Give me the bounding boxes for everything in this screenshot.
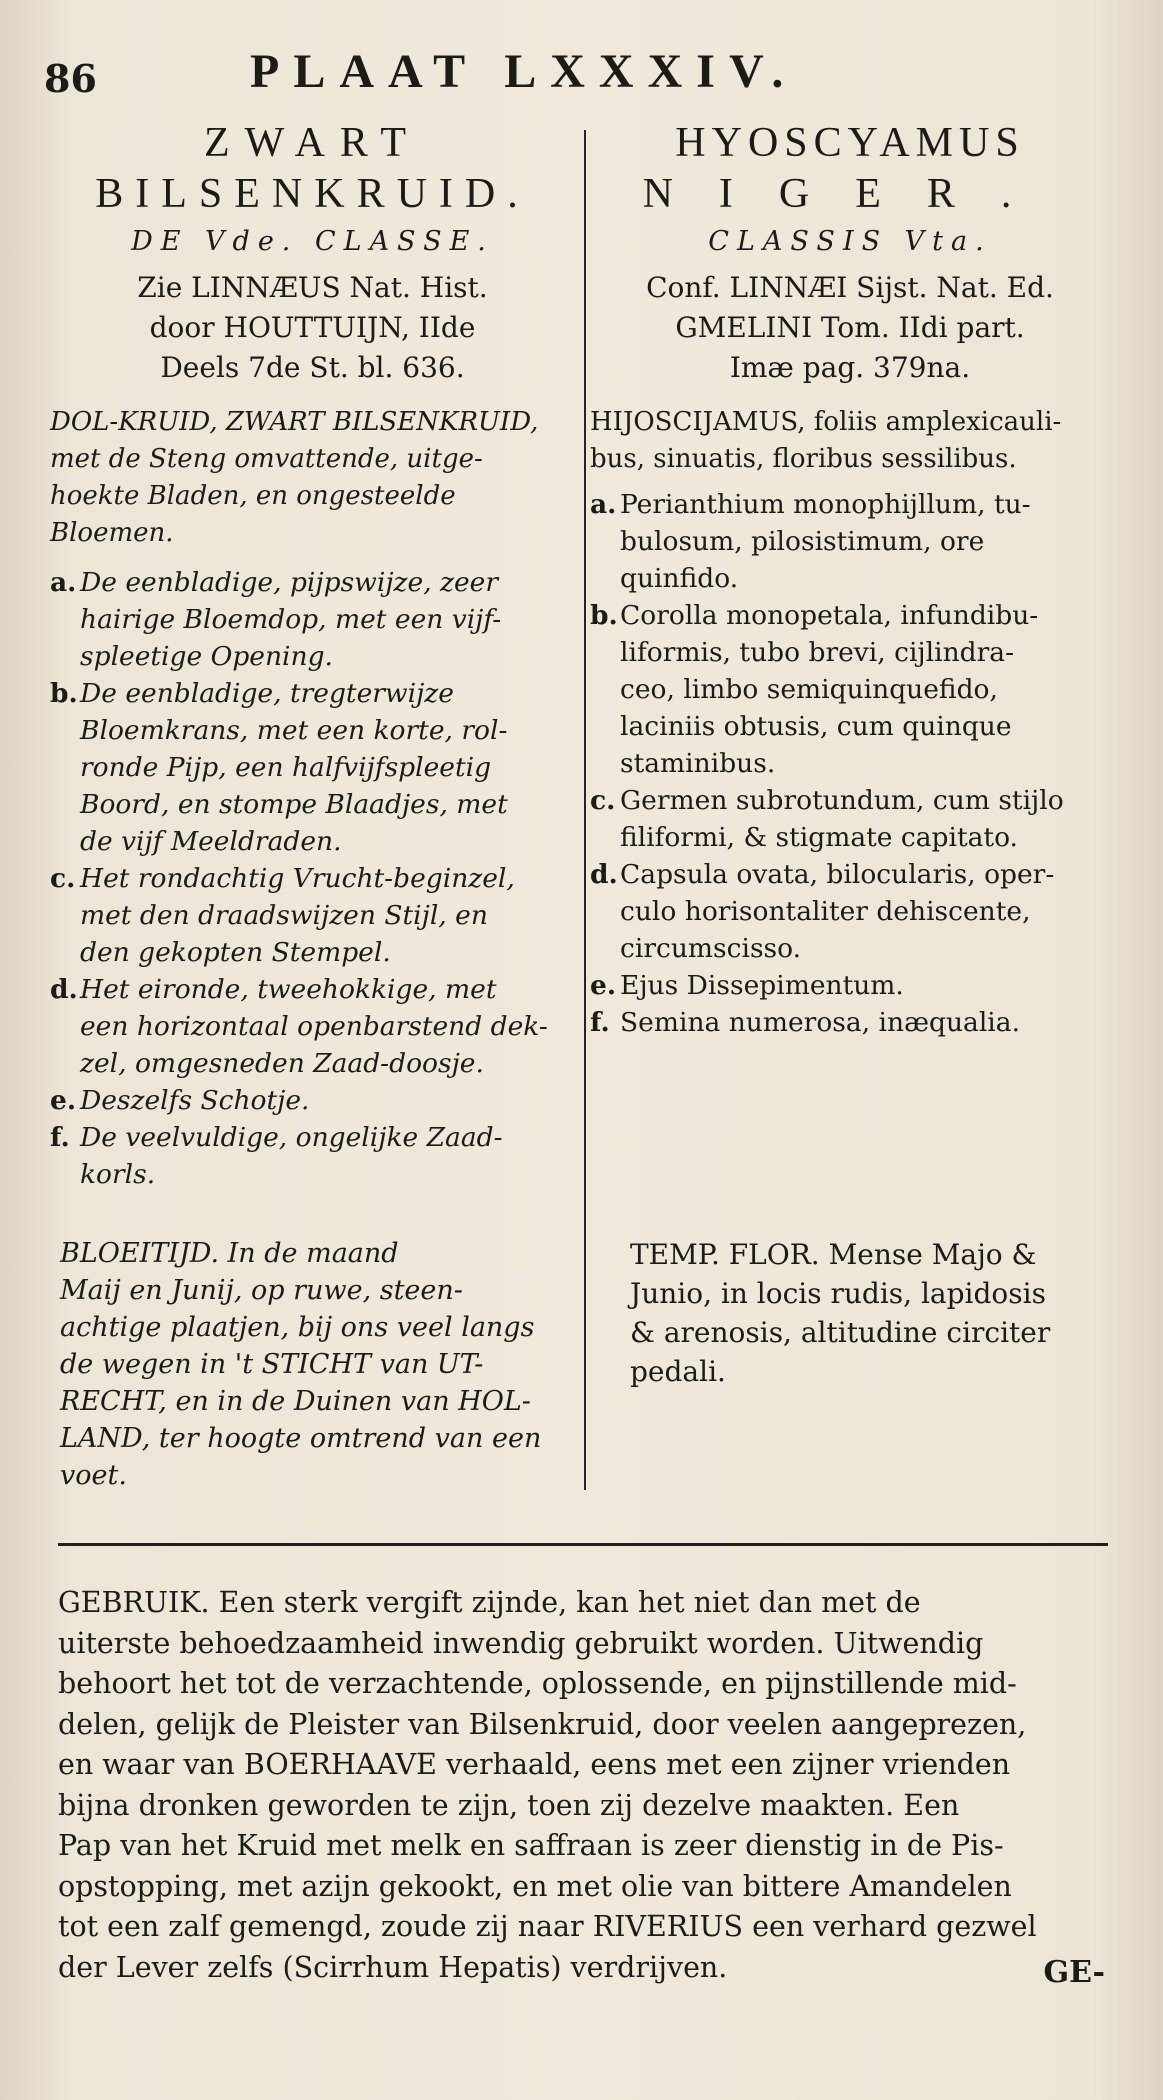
list-item xyxy=(590,967,1110,1004)
item-text: Deszelfs Schotje. xyxy=(80,1085,310,1116)
page-number: 86 xyxy=(44,56,97,101)
item-letter: d. xyxy=(50,974,78,1005)
dutch-description: DOL-KRUID, ZWART BILSENKRUID, met de Steng omvattende, uitge- hoekte Bladen, en ongesteelde Bloemen. xyxy=(50,407,539,548)
item-letter: b. xyxy=(50,678,78,709)
latin-class: CLASSIS Vta. xyxy=(708,226,992,257)
list-item xyxy=(590,1004,1110,1041)
item-text: Het eironde, tweehokkige, met een horizontaal openbarstend dek- zel, omgesneden Zaad-doosje. xyxy=(80,974,548,1079)
item-text: De eenbladige, pijpswijze, zeer hairige Bloemdop, met een vijf- spleetige Opening. xyxy=(80,567,502,672)
item-letter: a. xyxy=(50,567,77,598)
column-divider xyxy=(584,130,586,1490)
dutch-title-line1: ZWART xyxy=(203,120,422,166)
list-item xyxy=(50,564,575,675)
dutch-reference: Zie LINNÆUS Nat. Hist. door HOUTTUIJN, IIde Deels 7de St. bl. 636. xyxy=(137,271,488,384)
list-item xyxy=(50,1082,575,1119)
latin-item-list xyxy=(590,486,1110,1041)
catchword: GE- xyxy=(1043,1955,1105,1990)
list-item xyxy=(50,971,575,1082)
item-letter: c. xyxy=(590,785,616,816)
item-letter: d. xyxy=(590,859,618,890)
item-text: De veelvuldige, ongelijke Zaad- korls. xyxy=(80,1122,503,1190)
item-text: Perianthium monophijllum, tu- bulosum, pilosistimum, ore quinfido. xyxy=(620,489,1031,594)
list-item xyxy=(590,486,1110,597)
list-item xyxy=(590,856,1110,967)
item-text: Het rondachtig Vrucht-beginzel, met den draadswijzen Stijl, en den gekopten Stempel. xyxy=(80,863,515,968)
dutch-column xyxy=(50,118,575,1193)
item-letter: e. xyxy=(50,1085,77,1116)
list-item xyxy=(50,675,575,860)
item-letter: c. xyxy=(50,863,76,894)
horizontal-rule xyxy=(58,1543,1108,1546)
item-text: Capsula ovata, bilocularis, oper- culo horisontaliter dehiscente, circumscisso. xyxy=(620,859,1055,964)
flowering-time-latin: TEMP. FLOR. Mense Majo & Junio, in locis rudis, lapidosis & arenosis, altitudine circiter pedali. xyxy=(630,1238,1051,1388)
flowering-time-dutch: BLOEITIJD. In de maand Maij en Junij, op ruwe, steen- achtige plaatjen, bij ons veel langs de wegen in 't STICHT van UT- RECHT, en in de Duinen van HOL- LAND, ter hoogte omtrend van een voet. xyxy=(60,1238,542,1491)
latin-title-line1: HYOSCYAMUS xyxy=(675,120,1025,166)
item-text: Corolla monopetala, infundibu- liformis, tubo brevi, cijlindra- ceo, limbo semiquinquefido, laciniis obtusis, cum quinque staminibus. xyxy=(620,600,1039,779)
list-item xyxy=(50,1119,575,1193)
latin-column xyxy=(590,118,1110,1041)
item-text: De eenbladige, tregterwijze Bloemkrans, met een korte, rol- ronde Pijp, een halfvijfspleetig Boord, en stompe Blaadjes, met de vijf Meeldraden. xyxy=(80,678,508,857)
usage-paragraph: GEBRUIK. Een sterk vergift zijnde, kan het niet dan met de uiterste behoedzaamheid inwendig gebruikt worden. Uitwendig behoort het tot de verzachtende, oplossende, en pijnstillende mid- delen, gelijk de Pleister van Bilsenkruid, door veelen aangeprezen, en waar van BOERHAAVE verhaald, eens met een zijner vrienden bijna dronken geworden te zijn, toen zij dezelve maakten. Een Pap van het Kruid met melk en saffraan is zeer dienstig in de Pis- opstopping, met azijn gekookt, en met olie van bittere Amandelen tot een zalf gemengd, zoude zij naar RIVERIUS een verhard gezwel der Lever zelfs (Scirrhum Hepatis) verdrijven. xyxy=(58,1586,1037,1984)
list-item xyxy=(50,860,575,971)
latin-title-line2: NIGER. xyxy=(642,171,1058,217)
item-letter: e. xyxy=(590,970,617,1001)
item-letter: f. xyxy=(590,1007,610,1038)
list-item xyxy=(590,782,1110,856)
item-text: Ejus Dissepimentum. xyxy=(620,970,904,1001)
item-letter: b. xyxy=(590,600,618,631)
item-text: Semina numerosa, inæqualia. xyxy=(620,1007,1020,1038)
item-letter: f. xyxy=(50,1122,70,1153)
dutch-item-list xyxy=(50,564,575,1193)
dutch-class: DE Vde. CLASSE. xyxy=(131,226,494,257)
latin-reference: Conf. LINNÆI Sijst. Nat. Ed. GMELINI Tom. IIdi part. Imæ pag. 379na. xyxy=(646,271,1054,384)
item-letter: a. xyxy=(590,489,617,520)
item-text: Germen subrotundum, cum stijlo filiformi, & stigmate capitato. xyxy=(620,785,1064,853)
page-header xyxy=(0,38,1163,108)
latin-description: HIJOSCIJAMUS, foliis amplexicauli- bus, sinuatis, floribus sessilibus. xyxy=(590,407,1062,474)
list-item xyxy=(590,597,1110,782)
plate-title: PLAAT LXXXIV. xyxy=(250,45,798,98)
dutch-title-line2: BILSENKRUID. xyxy=(95,171,530,217)
